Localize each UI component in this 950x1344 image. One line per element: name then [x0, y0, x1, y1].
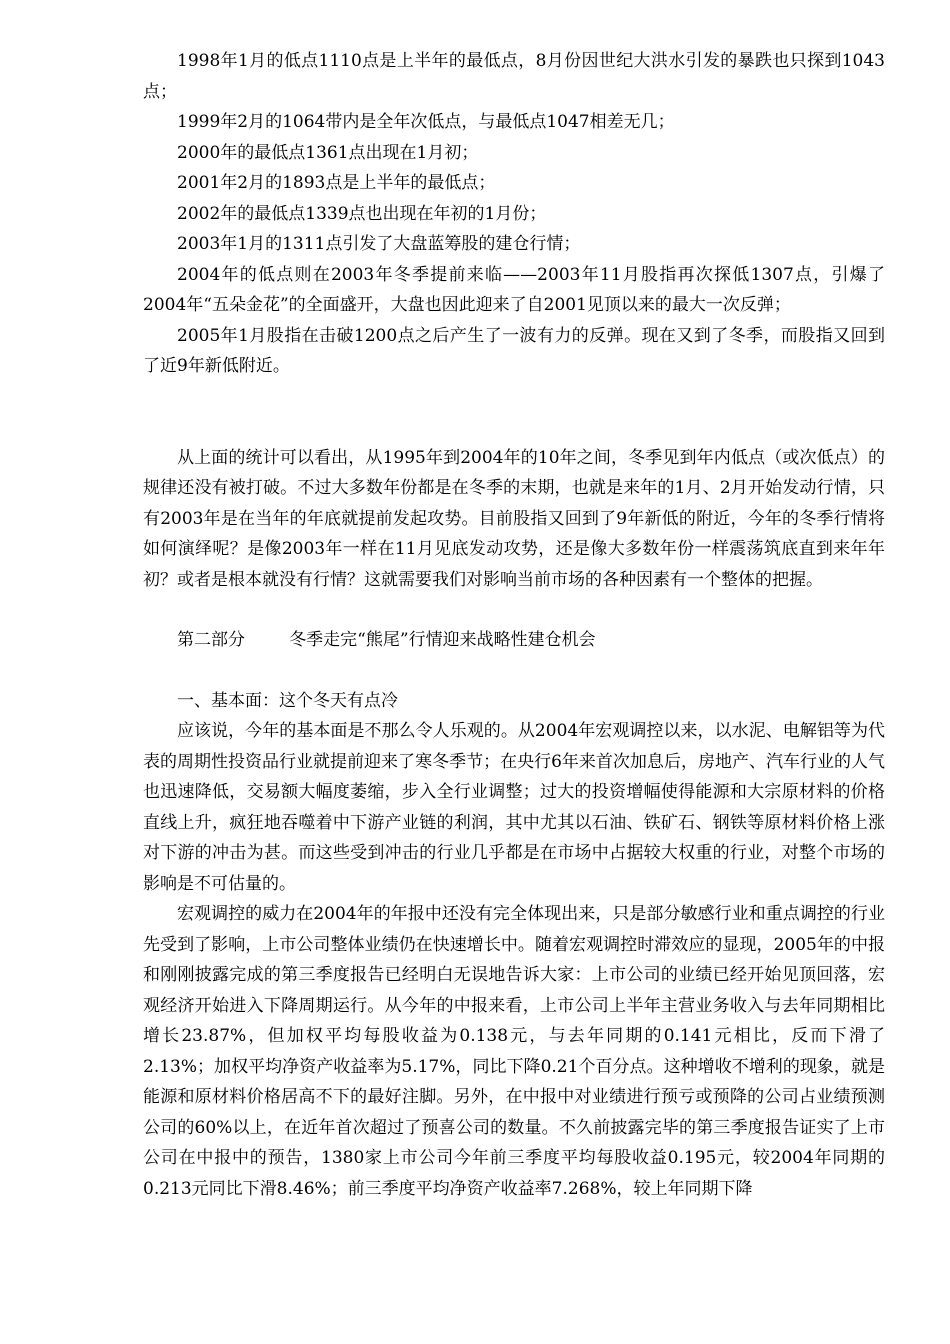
document-page	[143, 46, 885, 1204]
paragraph-2000: 2000年的最低点1361点出现在1月初；	[177, 142, 479, 163]
paragraph-2002: 2002年的最低点1339点也出现在年初的1月份；	[177, 203, 547, 224]
subsection-heading: 一、基本面：这个冬天有点冷	[177, 690, 398, 711]
fundamentals-paragraph-2: 宏观调控的威力在2004年的年报中还没有完全体现出来，只是部分敏感行业和重点调控的行业先受到了影响，上市公司整体业绩仍在快速增长中。随着宏观调控时滞效应的显现，2005年的中报和刚刚披露完成的第三季度报告已经明白无误地告诉大家：上市公司的业绩已经开始见顶回落，宏观经济开始进入下降周期运行。从今年的中报来看，上市公司上半年主营业务收入与去年同期相比增长23.87%，但加权平均每股收益为0.138元，与去年同期的0.141元相比，反而下滑了2.13%；加权平均净资产收益率为5.17%，同比下降0.21个百分点。这种增收不增利的现象，就是能源和原材料价格居高不下的最好注脚。另外，在中报中对业绩进行预亏或预降的公司占业绩预测公司的60%以上，在近年首次超过了预喜公司的数量。不久前披露完毕的第三季度报告证实了上市公司在中报中的预告，1380家上市公司今年前三季度平均每股收益0.195元，较2004年同期的0.213元同比下滑8.46%；前三季度平均净资产收益率7.268%，较上年同期下降	[143, 904, 885, 1199]
paragraph-1999: 1999年2月的1064带内是全年次低点，与最低点1047相差无几；	[177, 112, 675, 132]
fundamentals-paragraph-1: 应该说，今年的基本面是不那么令人乐观的。从2004年宏观调控以来，以水泥、电解铝等为代表的周期性投资品行业就提前迎来了寒冬季节；在央行6年来首次加息后，房地产、汽车行业的人气也迅速降低，交易额大幅度萎缩，步入全行业调整；过大的投资增幅使得能源和大宗原材料的价格直线上升，疯狂地吞噬着中下游产业链的利润，其中尤其以石油、铁矿石、钢铁等原材料价格上涨对下游的冲击为甚。而这些受到冲击的行业几乎都是在市场中占据较大权重的行业，对整个市场的影响是不可估量的。	[143, 721, 885, 894]
spacer	[143, 656, 885, 686]
part2-label: 第二部分	[177, 630, 245, 650]
paragraph-2003: 2003年1月的1311点引发了大盘蓝筹股的建仓行情；	[177, 234, 581, 254]
summary-paragraph: 从上面的统计可以看出，从1995年到2004年的10年之间，冬季见到年内低点（或次低点）的规律还没有被打破。不过大多数年份都是在冬季的末期，也就是来年的1月、2月开始发动行情，只有2003年是在当年的年底就提前发起攻势。目前股指又回到了9年新低的附近，今年的冬季行情将如何演绎呢？是像2003年一样在11月见底发动攻势，还是像大多数年份一样震荡筑底直到来年年初？或者是根本就没有行情？这就需要我们对影响当前市场的各种因素有一个整体的把握。	[143, 447, 885, 590]
paragraph-1998: 1998年1月的低点1110点是上半年的最低点，8月份因世纪大洪水引发的暴跌也只探到1043点；	[143, 51, 885, 102]
paragraph-2005: 2005年1月股指在击破1200点之后产生了一波有力的反弹。现在又到了冬季，而股指又回到了近9年新低附近。	[143, 325, 885, 376]
paragraph-2004: 2004年的低点则在2003年冬季提前来临——2003年11月股指再次探低1307点，引爆了2004年“五朵金花”的全面盛开，大盘也因此迎来了自2001见顶以来的最大一次反弹；	[143, 264, 885, 315]
paragraph-2001: 2001年2月的1893点是上半年的最低点；	[177, 173, 496, 193]
part2-title: 冬季走完“熊尾”行情迎来战略性建仓机会	[289, 630, 596, 650]
spacer	[143, 382, 885, 443]
spacer	[143, 595, 885, 625]
part2-heading	[143, 625, 885, 656]
